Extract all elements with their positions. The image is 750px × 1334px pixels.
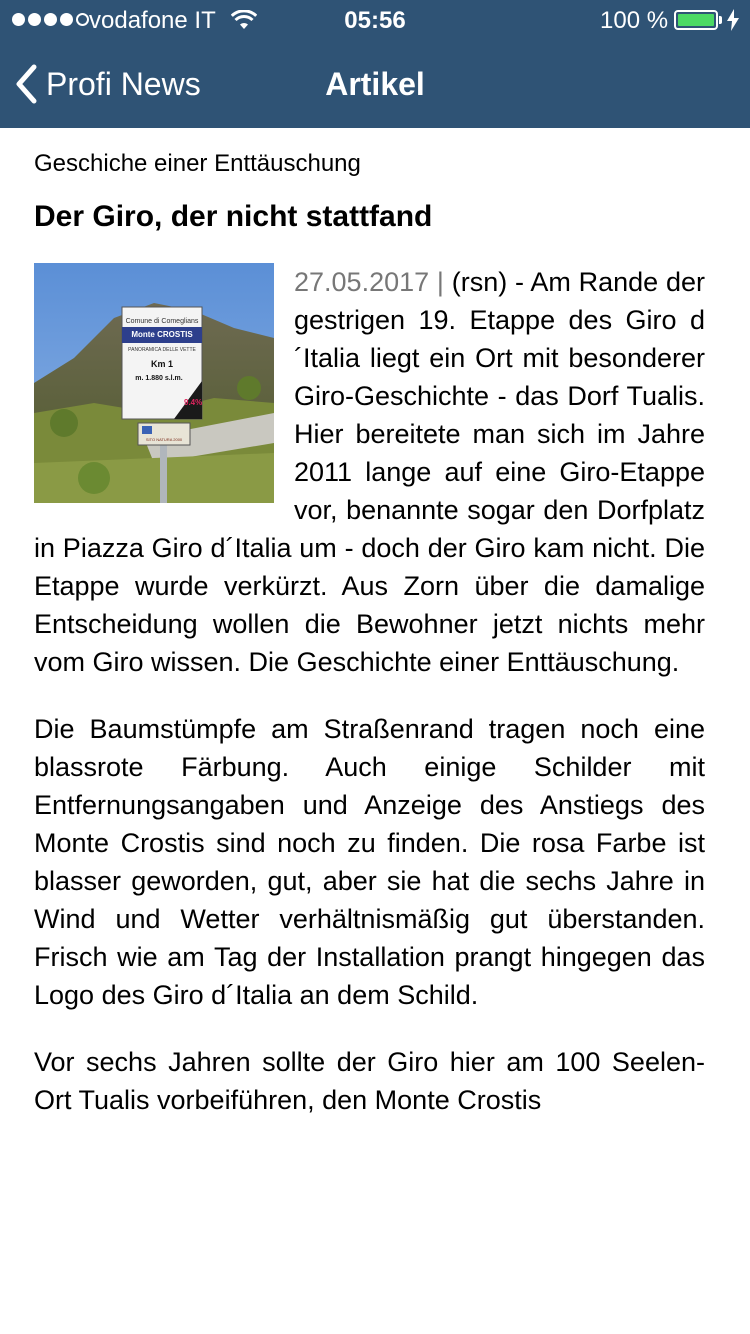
article-kicker: Geschiche einer Enttäuschung — [34, 150, 361, 177]
article-lead-text: (rsn) - Am Rande der gestrigen 19. Etappe des Giro d´Italia liegt ein Ort mit besonderer Giro-Geschichte - das Dorf Tualis. Hier bereitete man sich im Jahre 2011 lange auf eine Giro-Etappe vor, benannte sogar den Dorfplatz in Piazza Giro d´Italia um - doch der Giro kam nicht. Die Etappe wurde verkürzt. Aus Zorn über die damalige Entscheidung wollen die Bewohner jetzt nichts mehr vom Giro wissen. Die Geschichte einer Enttäuschung. — [34, 267, 705, 677]
article-body — [34, 263, 705, 1119]
article-photo[interactable] — [34, 263, 274, 503]
sign-text: Monte CROSTIS — [131, 330, 193, 339]
navigation-bar — [0, 40, 750, 128]
sign-text: 9.4% — [184, 398, 203, 407]
battery-level — [678, 14, 714, 26]
sign-text: SITO NATURA 2000 — [145, 437, 183, 442]
charging-bolt-icon — [727, 9, 739, 31]
battery-icon — [674, 10, 718, 30]
status-bar — [0, 0, 750, 40]
top-bar — [0, 0, 750, 128]
article-headline: Der Giro, der nicht stattfand — [34, 200, 433, 233]
article-paragraph: Vor sechs Jahren sollte der Giro hier am 100 Seelen-Ort Tualis vorbeiführen, den Monte Crostis — [34, 1047, 705, 1115]
page-title: Artikel — [325, 66, 425, 102]
carrier-name: vodafone IT — [89, 7, 216, 34]
back-button-label: Profi News — [46, 65, 201, 102]
status-time: 05:56 — [344, 7, 406, 34]
battery-percentage: 100 % — [600, 7, 669, 34]
sign-text: m. 1.880 s.l.m. — [135, 375, 183, 382]
sign-text: PANORAMICA DELLE VETTE — [128, 347, 196, 353]
sign-text: Km 1 — [150, 359, 174, 369]
article-content[interactable] — [34, 128, 705, 1224]
battery-tip — [719, 16, 722, 24]
article-paragraph: Die Baumstümpfe am Straßenrand tragen noch eine blassrote Färbung. Auch einige Schilder mit Entfernungsangaben und Anzeige des Anstiegs des Monte Crostis sind noch zu finden. Die rosa Farbe ist blasser geworden, gut, aber sie hat die sechs Jahre in Wind und Wetter verhältnismäßig gut überstanden. Frisch wie am Tag der Installation prangt hingegen das Logo des Giro d´Italia an dem Schild. — [34, 714, 705, 1010]
article-date: 27.05.2017 | — [294, 267, 444, 297]
sign-text: Comune di Comeglians — [125, 318, 199, 325]
